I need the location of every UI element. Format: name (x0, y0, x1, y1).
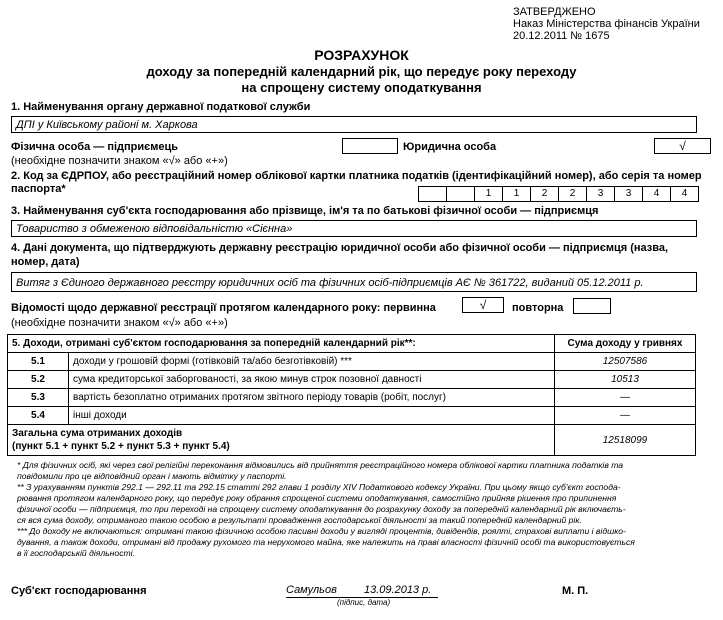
footnote-2-line1: ** З урахуванням пунктів 292.1 — 292.11 та 292.15 статті 292 глави 1 розділу XIV Податкового кодексу України. При цьому якщо суб'єкт господа- (17, 482, 621, 492)
registration-label: Відомості щодо державної реєстрації протягом календарного року: первинна (11, 302, 436, 314)
primary-checkbox[interactable]: √ (462, 297, 504, 313)
code-digit[interactable]: 2 (558, 186, 587, 202)
table-row (8, 353, 696, 371)
table-header-row (8, 335, 696, 353)
section1-label: 1. Найменування органу державної податкової служби (11, 101, 311, 113)
registration-doc-field[interactable]: Витяг з Єдиного державного реєстру юридичних осіб та фізичних осіб-підприємців АЄ № 361722, виданий 05.12.2011 р. (11, 272, 697, 292)
row-number: 5.4 (8, 407, 69, 425)
section3-label: 3. Найменування суб'єкта господарювання або прізвище, ім'я та по батькові фізичної особи — підприємця (11, 205, 599, 217)
signature-date[interactable]: 13.09.2013 р. (364, 584, 432, 596)
row-amount[interactable]: 12507586 (555, 353, 696, 371)
signature-caption: (підпис, дата) (337, 598, 391, 607)
row-description: інші доходи (69, 407, 555, 425)
page-subtitle-1: доходу за попередній календарний рік, що передує року переходу (146, 64, 577, 79)
legal-checkbox[interactable]: √ (654, 138, 711, 154)
code-digit[interactable]: 2 (530, 186, 559, 202)
individual-label: Фізична особа — підприємець (11, 141, 178, 153)
footnote-2-line2: рювання протягом календарного року, що передує року обрання спрощеної системи оподаткування, самостійно прийняв рішення про припинення (17, 493, 617, 503)
footnote-2-line4: ся вся сума доходу, отриманого такою особою в результаті провадження господарської діяльності за такий попередній календарний рік. (17, 515, 582, 525)
total-amount[interactable]: 12518099 (555, 425, 696, 456)
signature-signer[interactable]: Самульов (286, 584, 337, 596)
page-subtitle-2: на спрощену систему оподаткування (241, 80, 482, 95)
row-number: 5.3 (8, 389, 69, 407)
code-digit[interactable] (446, 186, 475, 202)
signature-entity-label: Суб'єкт господарювання (11, 585, 147, 597)
row-description: вартість безоплатно отриманих протягом звітного періоду товарів (робіт, послуг) (69, 389, 555, 407)
code-digit[interactable]: 4 (670, 186, 699, 202)
repeat-checkbox[interactable] (573, 298, 611, 314)
code-digit[interactable]: 3 (614, 186, 643, 202)
repeat-label: повторна (512, 302, 564, 314)
row-number: 5.2 (8, 371, 69, 389)
footnote-3-line3: в її господарській діяльності. (17, 548, 135, 558)
section2-label-1: 2. Код за ЄДРПОУ, або реєстраційний номер облікової картки платника податків (ідентифікаційний номер), або серія та номер (11, 170, 702, 182)
row-amount[interactable]: — (555, 389, 696, 407)
legal-label: Юридична особа (403, 141, 497, 153)
individual-checkbox[interactable] (342, 138, 398, 154)
approved-date: 20.12.2011 № 1675 (513, 30, 610, 42)
footnote-3-line1: *** До доходу не включаються: отримані такою фізичною особою пасивні доходи у вигляді процентів, дивідендів, роялті, страхові виплати і відшко- (17, 526, 626, 536)
approved-heading: ЗАТВЕРДЖЕНО (513, 6, 596, 18)
entity-name-field[interactable]: Товариство з обмеженою відповідальністю «Сієнна» (11, 220, 697, 237)
seal-label: М. П. (562, 585, 589, 597)
footnote-2-line3: фізичної особи — підприємця, то при переході на спрощену систему оподаткування до розрахунку доходу за попередній календарний рік включаєть- (17, 504, 626, 514)
table-header-right: Сума доходу у гривнях (555, 335, 696, 353)
code-digit[interactable]: 3 (586, 186, 615, 202)
total-label-line2: (пункт 5.1 + пункт 5.2 + пункт 5.3 + пункт 5.4) (12, 441, 230, 452)
row-amount[interactable]: — (555, 407, 696, 425)
footnote-3-line2: дування, а також доходи, отримані від продажу рухомого та нерухомого майна, яке належить на праві власності фізичній особі та використовується (17, 537, 635, 547)
table-total-row (8, 425, 696, 456)
code-digit[interactable] (418, 186, 447, 202)
row-amount[interactable]: 10513 (555, 371, 696, 389)
approved-order: Наказ Міністерства фінансів України (513, 18, 700, 30)
footnotes (17, 460, 717, 559)
person-hint: (необхідне позначити знаком «√» або «+») (11, 155, 228, 167)
income-table (7, 334, 696, 456)
section4-label-1: 4. Дані документа, що підтверджують державну реєстрацію юридичної особи або фізичної особи — підприємця (назва, (11, 242, 669, 254)
table-header-left: 5. Доходи, отримані суб'єктом господарювання за попередній календарний рік**: (8, 335, 555, 353)
table-row (8, 407, 696, 425)
tax-office-field[interactable]: ДПІ у Київському районі м. Харкова (11, 116, 697, 133)
code-digit[interactable]: 4 (642, 186, 671, 202)
table-row (8, 389, 696, 407)
code-digit[interactable]: 1 (502, 186, 531, 202)
footnote-1-line1: * Для фізичних осіб, які через свої релігійні переконання відмовились від прийняття реєстраційного номера облікової картки платника податків та (17, 460, 624, 470)
table-row (8, 371, 696, 389)
section4-label-2: номер, дата) (11, 256, 80, 268)
row-description: сума кредиторської заборгованості, за якою минув строк позовної давності (69, 371, 555, 389)
row-description: доходи у грошовій формі (готівковій та/або безготівковій) *** (69, 353, 555, 371)
page-title: РОЗРАХУНОК (314, 47, 409, 63)
section2-label-2: паспорта* (11, 183, 66, 195)
total-label (8, 425, 555, 456)
code-digit[interactable]: 1 (474, 186, 503, 202)
row-number: 5.1 (8, 353, 69, 371)
footnote-1-line2: повідомили про це відповідний орган і мають відмітку у паспорті. (17, 471, 287, 481)
registration-hint: (необхідне позначити знаком «√» або «+») (11, 317, 228, 329)
total-label-line1: Загальна сума отриманих доходів (12, 428, 183, 439)
